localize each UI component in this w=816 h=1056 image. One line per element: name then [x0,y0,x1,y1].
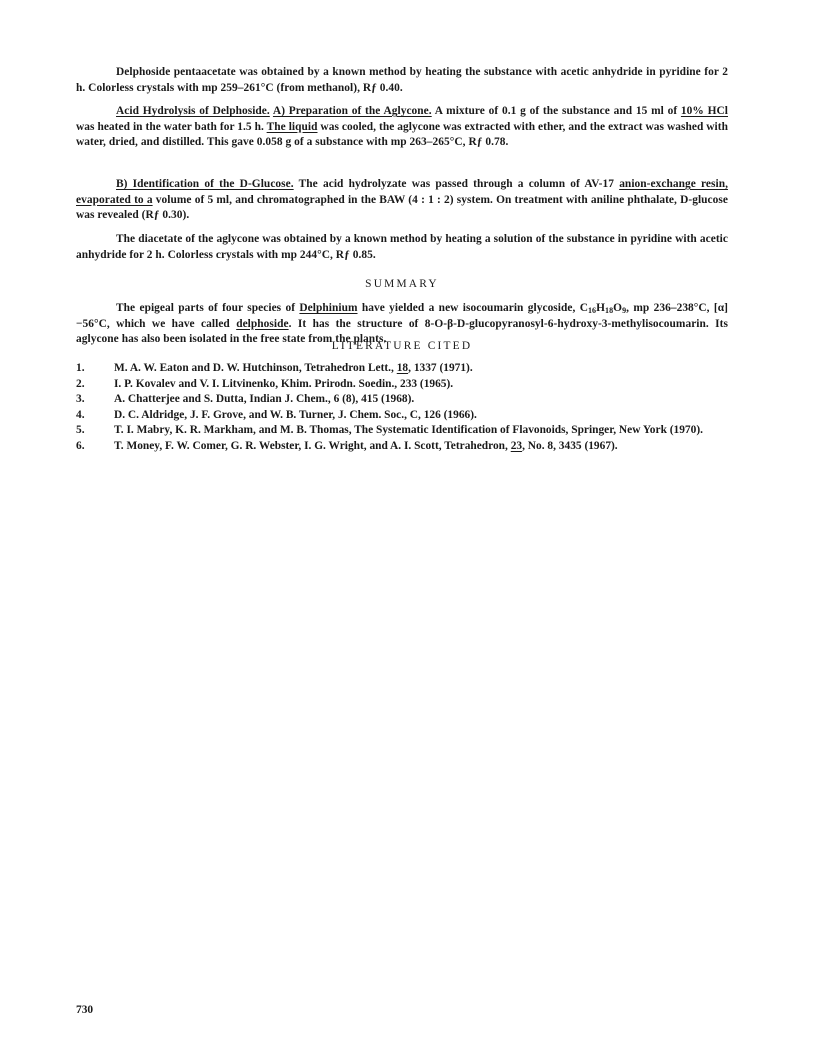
reference-list [76,361,740,455]
reference-citation: T. Money, F. W. Comer, G. R. Webster, I. G. Wright, and A. I. Scott, Tetrahedron, [114,439,511,452]
reference-item [76,408,740,424]
reference-number: 3. [76,393,85,406]
reference-citation-end: , 1337 (1971). [408,362,473,374]
reference-number: 6. [76,439,85,452]
paragraph-pentaacetate [76,65,728,96]
subscript: 16 [588,306,597,315]
reference-item [76,377,740,393]
reference-number: 4. [76,408,85,421]
section-heading-aglycone: A) Preparation of the Aglycone. [272,105,432,117]
paragraph-diacetate-text: The diacetate of the aglycone was obtained by a known method by heating a solution of the substance in pyridine with acetic anhydride for 2 h. Colorless crystals with mp 244°C, Rƒ 0.85. [76,233,728,261]
page-number: 730 [76,1004,94,1016]
genus-name: Delphinium [299,302,358,314]
reference-text: T. I. Mabry, K. R. Markham, and M. B. Thomas, The Systematic Identification of Flavonoids, Springer, New York (1970). [114,424,703,437]
section-heading-acid-hydrolysis: Acid Hydrolysis of Delphoside. [116,105,270,117]
paragraph-text: was cooled, the aglycone was extracted with ether, and the extract was washed with water, dried, and distilled. This gave 0.058 g of a substance with mp 263–265°C, Rƒ 0.78. [76,120,728,149]
paragraph-glucose-identification [76,177,728,224]
subscript: 9 [622,306,627,315]
section-heading-glucose: B) Identification of the D-Glucose. [116,178,294,190]
formula-element: H [596,302,606,314]
reference-text: A. Chatterjee and S. Dutta, Indian J. Chem., 6 (8), 415 (1968). [114,393,415,406]
reference-item [76,439,740,455]
paragraph-acid-hydrolysis [76,104,728,151]
reference-number: 2. [76,377,85,390]
summary-heading: SUMMARY [365,278,439,290]
paragraph-text: was heated in the water bath for 1.5 h. [76,120,267,133]
paragraph-text: The epigeal parts of four species of [116,302,300,314]
paragraph-text: have yielded a new isocoumarin glycoside, C [357,302,588,314]
paragraph-text: , mp 236–238°C, [α] −56°C, which we have called [76,302,728,330]
reference-citation-end: , No. 8, 3435 (1967). [522,439,618,452]
subscript: 18 [605,306,614,315]
reference-text: D. C. Aldridge, J. F. Grove, and W. B. Turner, J. Chem. Soc., C, 126 (1966). [114,408,477,421]
literature-heading: LITERATURE CITED [331,340,473,352]
underlined-text: The liquid [266,120,318,133]
reference-text [114,361,740,377]
reference-number: 1. [76,362,85,374]
paragraph-text: . It has the structure of 8-O-β-D-glucopyranosyl-6-hydroxy-3-methylisocoumarin. Its aglycone has also been isolated in the free state from the plants. [76,317,728,346]
underlined-text: anion-exchange resin, evaporated to a [76,178,729,206]
paragraph-text: volume of 5 ml, and chromatographed in the BAW (4 : 1 : 2) system. On treatment with aniline phthalate, D-glucose was revealed (Rƒ 0.30). [76,193,728,222]
compound-name: delphoside [236,317,289,330]
reference-volume: 23 [510,439,523,452]
paragraph-diacetate [76,232,728,263]
reference-item [76,423,740,439]
reference-number: 5. [76,424,85,437]
reference-item [76,361,740,377]
reference-citation: M. A. W. Eaton and D. W. Hutchinson, Tetrahedron Lett., [114,362,397,374]
paragraph-text: A mixture of 0.1 g of the substance and 15 ml of [431,105,681,117]
reference-volume: 18 [396,362,409,374]
paragraph-pentaacetate-text: Delphoside pentaacetate was obtained by a known method by heating the substance with acetic anhydride in pyridine for 2 h. Colorless crystals with mp 259–261°C (from methanol), Rƒ 0.40. [76,66,728,94]
reference-item [76,392,740,408]
reference-text: I. P. Kovalev and V. I. Litvinenko, Khim. Prirodn. Soedin., 233 (1965). [114,377,454,390]
reference-text [114,439,740,455]
paragraph-text: The acid hydrolyzate was passed through a column of AV-17 [293,178,620,190]
underlined-text: 10% HCl [680,105,728,117]
formula-element: O [613,302,623,314]
